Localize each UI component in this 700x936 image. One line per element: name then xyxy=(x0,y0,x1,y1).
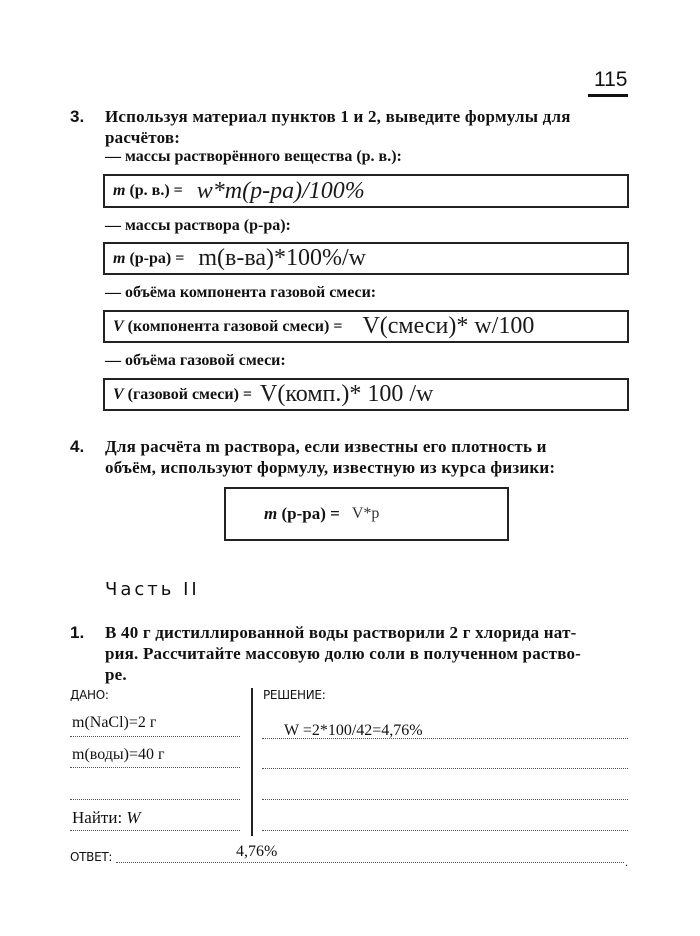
task-1-text xyxy=(105,622,635,685)
formula-label: m (р-ра) = xyxy=(113,249,185,267)
page-number: 115 xyxy=(594,68,628,91)
task-1-text-line1: В 40 г дистиллированной воды растворили 2 г хлорида нат- xyxy=(105,623,577,642)
table-divider xyxy=(251,688,253,836)
given-item-water[interactable]: m(воды)=40 г xyxy=(72,746,165,763)
formula-box-gas-mixture-volume xyxy=(103,378,629,411)
solution-line xyxy=(262,799,628,800)
answer-label: ОТВЕТ: xyxy=(70,850,113,864)
solution-line xyxy=(262,738,628,739)
solution-line xyxy=(262,830,628,831)
formula-answer-input[interactable]: V(смеси)* w/100 xyxy=(362,313,535,339)
given-line xyxy=(70,736,240,737)
caption-solute-mass: — массы растворённого вещества (р. в.): xyxy=(105,148,402,165)
formula-label: V (газовой смеси) = xyxy=(113,385,253,403)
given-item-nacl[interactable]: m(NaCl)=2 г xyxy=(72,714,157,731)
formula-box-density xyxy=(224,487,509,541)
solution-line xyxy=(262,768,628,769)
question-4-text-line1: Для расчёта m раствора, если известны его плотность и xyxy=(105,437,547,456)
page-number-underline xyxy=(588,94,628,97)
formula-box-gas-component-volume xyxy=(103,310,629,343)
find-value: W xyxy=(126,808,141,827)
find-label: Найти: xyxy=(72,808,123,827)
given-line xyxy=(70,799,240,800)
question-3-text-line2: расчётов: xyxy=(105,128,181,147)
solution-label: РЕШЕНИЕ: xyxy=(263,688,326,702)
question-3-text xyxy=(105,106,635,148)
question-3-text-line1: Используя материал пунктов 1 и 2, выведите формулы для xyxy=(105,107,571,126)
formula-answer-input[interactable]: m(в-ва)*100%/w xyxy=(198,245,366,271)
caption-gas-mixture-volume: — объёма газовой смеси: xyxy=(105,352,286,369)
formula-answer-input[interactable]: V*p xyxy=(351,505,380,522)
given-line xyxy=(70,830,240,831)
question-4-text xyxy=(105,436,635,478)
answer-value[interactable]: 4,76% xyxy=(236,843,278,860)
answer-line xyxy=(116,862,624,863)
formula-label: V (компонента газовой смеси) = xyxy=(113,317,343,335)
task-1-text-line2: рия. Рассчитайте массовую долю соли в полученном раство- xyxy=(105,644,582,663)
given-label: ДАНО: xyxy=(70,688,109,702)
formula-answer-input[interactable]: w*m(р-ра)/100% xyxy=(196,177,365,204)
task-1-text-line3: ре. xyxy=(105,665,127,684)
formula-box-solution-mass xyxy=(103,242,629,275)
caption-gas-component-volume: — объёма компонента газовой смеси: xyxy=(105,284,377,301)
formula-label: m (р. в.) = xyxy=(113,182,183,199)
formula-label: m (р-ра) = xyxy=(264,504,340,523)
question-3-number: 3. xyxy=(70,107,85,126)
caption-solution-mass: — массы раствора (р-ра): xyxy=(105,217,291,234)
part-2-heading: Часть II xyxy=(105,579,200,600)
find-field[interactable] xyxy=(72,808,141,828)
solution-line-1[interactable]: W =2*100/42=4,76% xyxy=(284,722,423,739)
answer-period: . xyxy=(625,855,628,869)
given-line xyxy=(70,767,240,768)
formula-box-solute-mass xyxy=(103,174,629,208)
task-1-number: 1. xyxy=(70,623,85,642)
question-4-text-line2: объём, используют формулу, известную из курса физики: xyxy=(105,458,556,477)
formula-answer-input[interactable]: V(комп.)* 100 /w xyxy=(260,381,434,407)
question-4-number: 4. xyxy=(70,437,85,456)
